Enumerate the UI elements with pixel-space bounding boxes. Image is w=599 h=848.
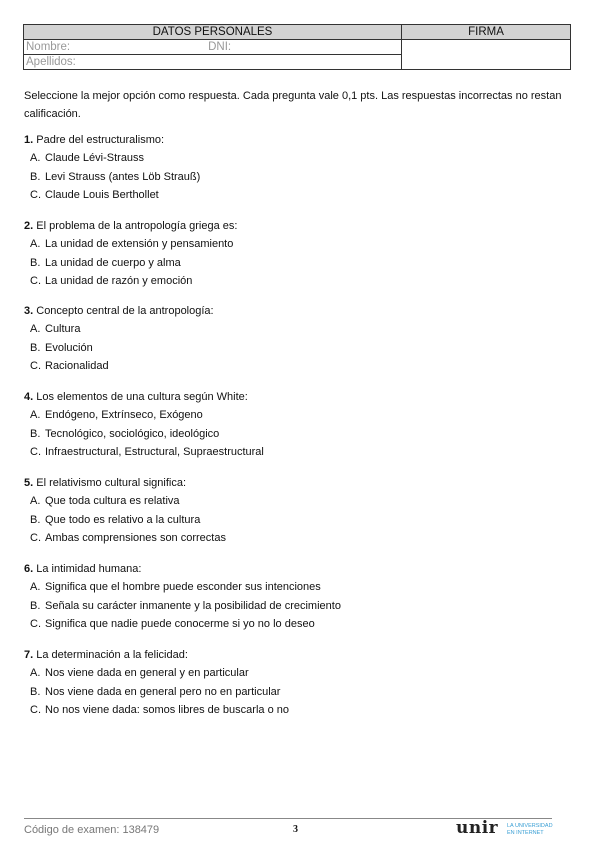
question-text <box>24 217 569 235</box>
option-letter: B. <box>30 256 41 269</box>
question-block <box>24 217 569 291</box>
option-text: Tecnológico, sociológico, ideológico <box>45 427 220 440</box>
personal-data-table <box>23 24 571 70</box>
question-text <box>24 560 569 578</box>
logo-tagline <box>507 823 553 837</box>
option-text: La unidad de razón y emoción <box>45 275 193 287</box>
apellidos-field[interactable] <box>24 55 402 70</box>
question-number: 5. <box>24 477 34 489</box>
question-block <box>24 302 569 376</box>
option-letter: B. <box>30 427 41 440</box>
datos-personales-heading: DATOS PERSONALES <box>24 25 402 40</box>
option-letter: C. <box>30 275 41 287</box>
option-text: Que todo es relativo a la cultura <box>45 513 201 526</box>
answer-option[interactable] <box>24 339 569 358</box>
option-letter: C. <box>30 446 41 458</box>
question-number: 7. <box>24 649 34 661</box>
option-letter: B. <box>30 341 41 354</box>
question-number: 6. <box>24 563 34 575</box>
option-text: Cultura <box>45 323 81 335</box>
option-letter: C. <box>30 618 41 630</box>
answer-option[interactable] <box>24 492 569 511</box>
question-prompt: Padre del estructuralismo: <box>36 134 165 146</box>
answer-option[interactable] <box>24 149 569 168</box>
question-text <box>24 388 569 406</box>
question-number: 4. <box>24 391 34 403</box>
option-text: Nos viene dada en general y en particular <box>45 667 249 679</box>
option-text: Evolución <box>45 341 93 354</box>
option-text: Racionalidad <box>45 360 109 372</box>
question-block <box>24 560 569 634</box>
option-letter: C. <box>30 532 41 544</box>
question-number: 1. <box>24 134 34 146</box>
option-letter: B. <box>30 599 41 612</box>
apellidos-label: Apellidos: <box>26 56 76 68</box>
answer-option[interactable] <box>24 664 569 683</box>
option-text: Señala su carácter inmanente y la posibilidad de crecimiento <box>45 599 341 612</box>
option-letter: B. <box>30 685 41 698</box>
question-block <box>24 388 569 462</box>
answer-option[interactable] <box>24 683 569 702</box>
option-text: La unidad de cuerpo y alma <box>45 256 181 269</box>
firma-heading: FIRMA <box>402 25 571 40</box>
question-block <box>24 646 569 720</box>
question-text <box>24 302 569 320</box>
logo-wordmark: unir <box>456 818 499 838</box>
answer-option[interactable] <box>24 320 569 339</box>
question-prompt: La determinación a la felicidad: <box>36 649 188 661</box>
answer-option[interactable] <box>24 254 569 273</box>
instructions: Seleccione la mejor opción como respuesta. Cada pregunta vale 0,1 pts. Las respuestas incorrectas no restan calificación. <box>24 90 562 120</box>
option-letter: B. <box>30 170 41 183</box>
question-text <box>24 474 569 492</box>
question-block <box>24 474 569 548</box>
question-block <box>24 131 569 205</box>
question-prompt: La intimidad humana: <box>36 563 142 575</box>
unir-logo <box>456 818 560 842</box>
question-prompt: Los elementos de una cultura según White: <box>36 391 248 403</box>
question-prompt: El problema de la antropología griega es: <box>36 220 238 232</box>
answer-option[interactable] <box>24 272 569 291</box>
question-text <box>24 646 569 664</box>
answer-option[interactable] <box>24 235 569 254</box>
option-text: Levi Strauss (antes Löb Strauß) <box>45 170 201 183</box>
option-text: Infraestructural, Estructural, Supraestructural <box>45 446 264 458</box>
option-text: No nos viene dada: somos libres de buscarla o no <box>45 704 289 716</box>
option-letter: A. <box>30 409 41 421</box>
logo-tagline-line-1: LA UNIVERSIDAD <box>507 823 553 829</box>
option-text: Endógeno, Extrínseco, Exógeno <box>45 409 203 421</box>
answer-option[interactable] <box>24 406 569 425</box>
question-prompt: El relativismo cultural significa: <box>36 477 187 489</box>
answer-option[interactable] <box>24 186 569 205</box>
option-text: Significa que el hombre puede esconder sus intenciones <box>45 581 321 593</box>
answer-option[interactable] <box>24 701 569 720</box>
option-letter: C. <box>30 189 41 201</box>
answer-option[interactable] <box>24 443 569 462</box>
option-text: La unidad de extensión y pensamiento <box>45 238 234 250</box>
option-text: Significa que nadie puede conocerme si yo no lo deseo <box>45 618 315 630</box>
option-text: Claude Lévi-Strauss <box>45 152 145 164</box>
option-letter: A. <box>30 323 41 335</box>
nombre-label: Nombre: <box>26 41 71 53</box>
answer-option[interactable] <box>24 168 569 187</box>
answer-option[interactable] <box>24 597 569 616</box>
option-letter: A. <box>30 152 41 164</box>
option-letter: A. <box>30 495 41 507</box>
option-text: Que toda cultura es relativa <box>45 495 180 507</box>
option-text: Claude Louis Berthollet <box>45 189 159 201</box>
question-text <box>24 131 569 149</box>
option-letter: C. <box>30 360 41 372</box>
nombre-field[interactable] <box>24 40 402 55</box>
option-letter: C. <box>30 704 41 716</box>
page-number: 3 <box>293 824 298 835</box>
signature-box[interactable] <box>402 40 571 70</box>
logo-tagline-line-2: EN INTERNET <box>507 830 544 836</box>
option-letter: B. <box>30 513 41 526</box>
exam-code: Código de examen: 138479 <box>24 824 160 836</box>
question-number: 3. <box>24 305 34 317</box>
dni-label: DNI: <box>208 41 232 53</box>
answer-option[interactable] <box>24 425 569 444</box>
option-letter: A. <box>30 238 41 250</box>
answer-option[interactable] <box>24 511 569 530</box>
question-prompt: Concepto central de la antropología: <box>36 305 214 317</box>
answer-option[interactable] <box>24 578 569 597</box>
answer-option[interactable] <box>24 615 569 634</box>
question-number: 2. <box>24 220 34 232</box>
option-text: Ambas comprensiones son correctas <box>45 532 226 544</box>
option-letter: A. <box>30 581 41 593</box>
option-text: Nos viene dada en general pero no en particular <box>45 685 281 698</box>
option-letter: A. <box>30 667 41 679</box>
answer-option[interactable] <box>24 357 569 376</box>
answer-option[interactable] <box>24 529 569 548</box>
